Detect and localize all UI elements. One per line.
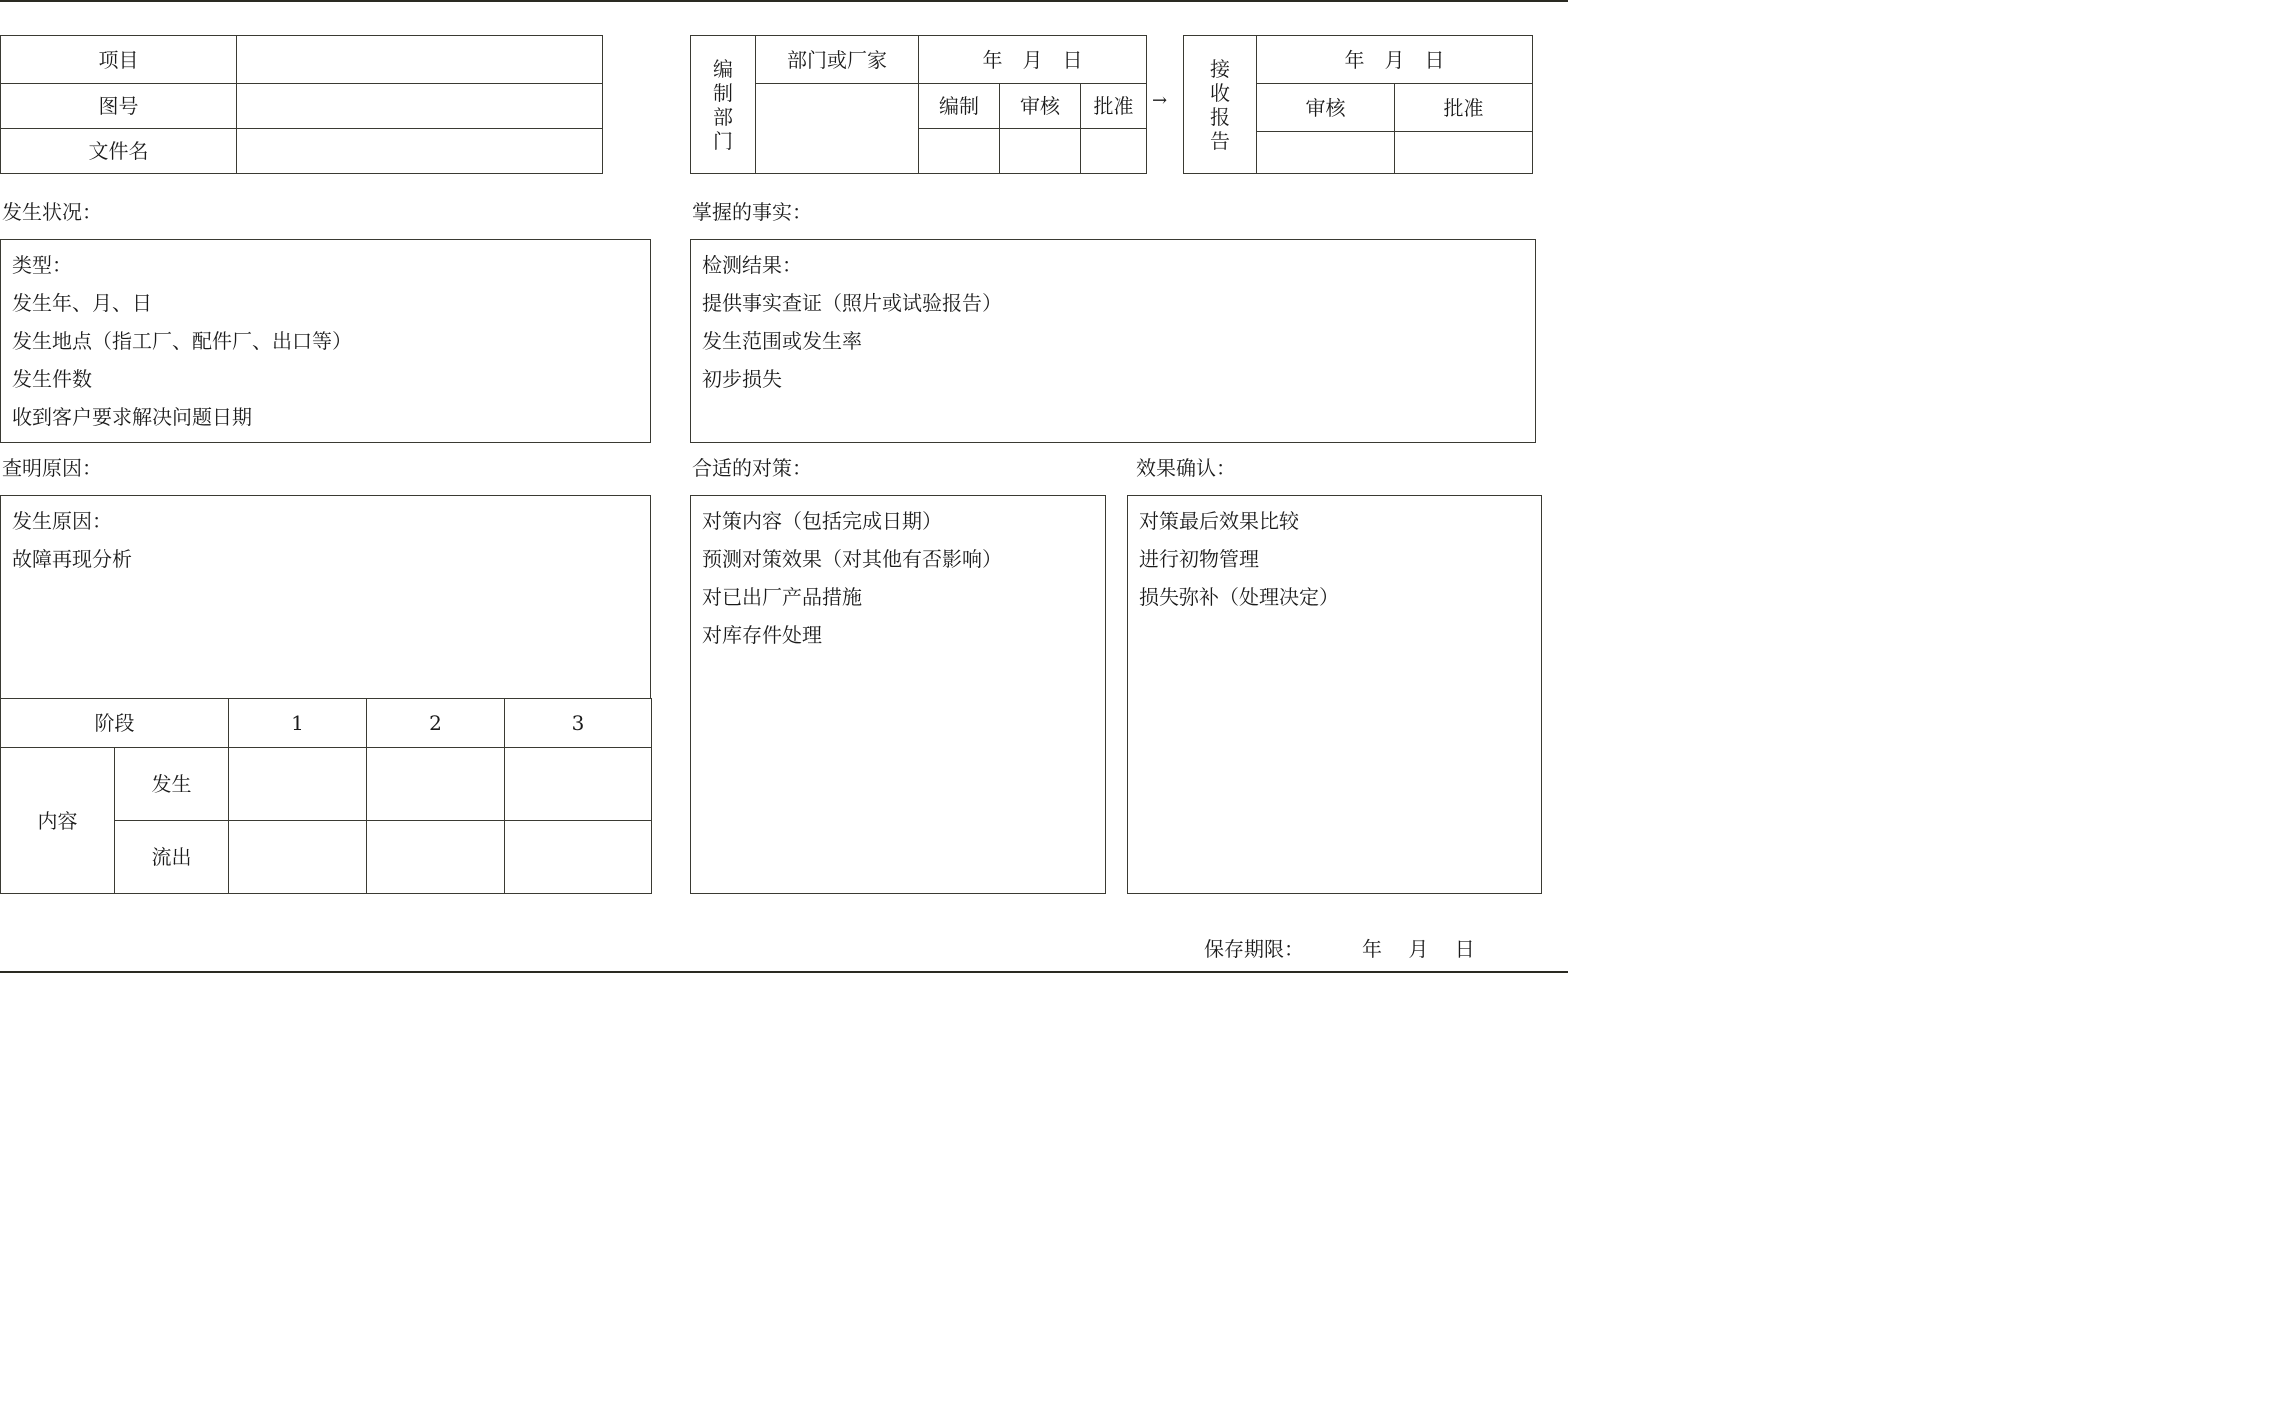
receiving-label-review: 审核 <box>1257 84 1395 132</box>
sign-cell-approve[interactable] <box>1081 129 1147 174</box>
countermeasure-line-prediction: 预测对策效果（对其他有否影响） <box>702 547 1002 571</box>
editing-date-label: 年 月 日 <box>919 36 1147 84</box>
retention-label: 保存期限： <box>1204 937 1304 961</box>
arrow-right-icon: → <box>1152 90 1168 111</box>
occurrence-line-type: 类型： <box>12 253 72 277</box>
content-label: 内容 <box>1 748 115 894</box>
editing-dept-title: 编 制 部 门 <box>691 36 756 174</box>
retention-date: 年 月 日 <box>1362 937 1475 961</box>
row-label-outflow: 流出 <box>115 821 229 894</box>
facts-line-evidence: 提供事实查证（照片或试验报告） <box>702 291 1002 315</box>
receiving-label-approve: 批准 <box>1395 84 1533 132</box>
sign-label-approve: 批准 <box>1081 84 1147 129</box>
info-label-filename: 文件名 <box>1 129 237 174</box>
cell-outflow-2[interactable] <box>367 821 505 894</box>
occurrence-line-count: 发生件数 <box>12 367 92 391</box>
receiving-cell-approve[interactable] <box>1395 132 1533 174</box>
countermeasure-line-stock: 对库存件处理 <box>702 623 822 647</box>
effect-line-compensation: 损失弥补（处理决定） <box>1139 585 1339 609</box>
countermeasure-line-shipped: 对已出厂产品措施 <box>702 585 862 609</box>
sign-label-compile: 编制 <box>919 84 1000 129</box>
info-value-drawing-no[interactable] <box>237 84 603 129</box>
stage-table <box>0 698 652 894</box>
sign-cell-review[interactable] <box>1000 129 1081 174</box>
info-label-drawing-no: 图号 <box>1 84 237 129</box>
sign-cell-compile[interactable] <box>919 129 1000 174</box>
cell-occur-2[interactable] <box>367 748 505 821</box>
cause-heading: 查明原因： <box>2 456 102 480</box>
facts-line-loss: 初步损失 <box>702 367 782 391</box>
receiving-report-title: 接 收 报 告 <box>1184 36 1257 174</box>
facts-heading: 掌握的事实： <box>692 200 812 224</box>
cell-occur-1[interactable] <box>229 748 367 821</box>
occurrence-line-location: 发生地点（指工厂、配件厂、出口等） <box>12 329 352 353</box>
effect-line-compare: 对策最后效果比较 <box>1139 509 1299 533</box>
facts-line-scope: 发生范围或发生率 <box>702 329 862 353</box>
occurrence-line-date: 发生年、月、日 <box>12 291 152 315</box>
cause-line-reason: 发生原因： <box>12 509 112 533</box>
effect-box[interactable] <box>1127 495 1542 894</box>
cell-outflow-3[interactable] <box>505 821 652 894</box>
receiving-date-label: 年 月 日 <box>1257 36 1533 84</box>
info-value-project[interactable] <box>237 36 603 84</box>
cause-line-reproduction: 故障再现分析 <box>12 547 132 571</box>
stage-label: 阶段 <box>1 699 229 748</box>
countermeasure-heading: 合适的对策： <box>692 456 812 480</box>
occurrence-heading: 发生状况： <box>2 200 102 224</box>
report-form <box>0 0 1568 974</box>
cell-outflow-1[interactable] <box>229 821 367 894</box>
countermeasure-box[interactable] <box>690 495 1106 894</box>
top-rule <box>0 0 1568 2</box>
facts-box[interactable] <box>690 239 1536 443</box>
dept-or-vendor-label: 部门或厂家 <box>756 36 919 84</box>
effect-line-initial-mgmt: 进行初物管理 <box>1139 547 1259 571</box>
row-label-occur: 发生 <box>115 748 229 821</box>
cell-occur-3[interactable] <box>505 748 652 821</box>
occurrence-line-request-date: 收到客户要求解决问题日期 <box>12 405 252 429</box>
receiving-report-table <box>1183 35 1533 174</box>
cause-box[interactable] <box>0 495 651 699</box>
info-table <box>0 35 603 174</box>
info-label-project: 项目 <box>1 36 237 84</box>
stage-header-2: 2 <box>367 699 505 748</box>
occurrence-box[interactable] <box>0 239 651 443</box>
dept-or-vendor-value[interactable] <box>756 84 919 174</box>
facts-line-inspection: 检测结果： <box>702 253 802 277</box>
editing-dept-table <box>690 35 1147 174</box>
stage-header-1: 1 <box>229 699 367 748</box>
effect-heading: 效果确认： <box>1136 456 1236 480</box>
countermeasure-line-content: 对策内容（包括完成日期） <box>702 509 942 533</box>
receiving-cell-review[interactable] <box>1257 132 1395 174</box>
info-value-filename[interactable] <box>237 129 603 174</box>
stage-header-3: 3 <box>505 699 652 748</box>
sign-label-review: 审核 <box>1000 84 1081 129</box>
bottom-rule <box>0 971 1568 973</box>
